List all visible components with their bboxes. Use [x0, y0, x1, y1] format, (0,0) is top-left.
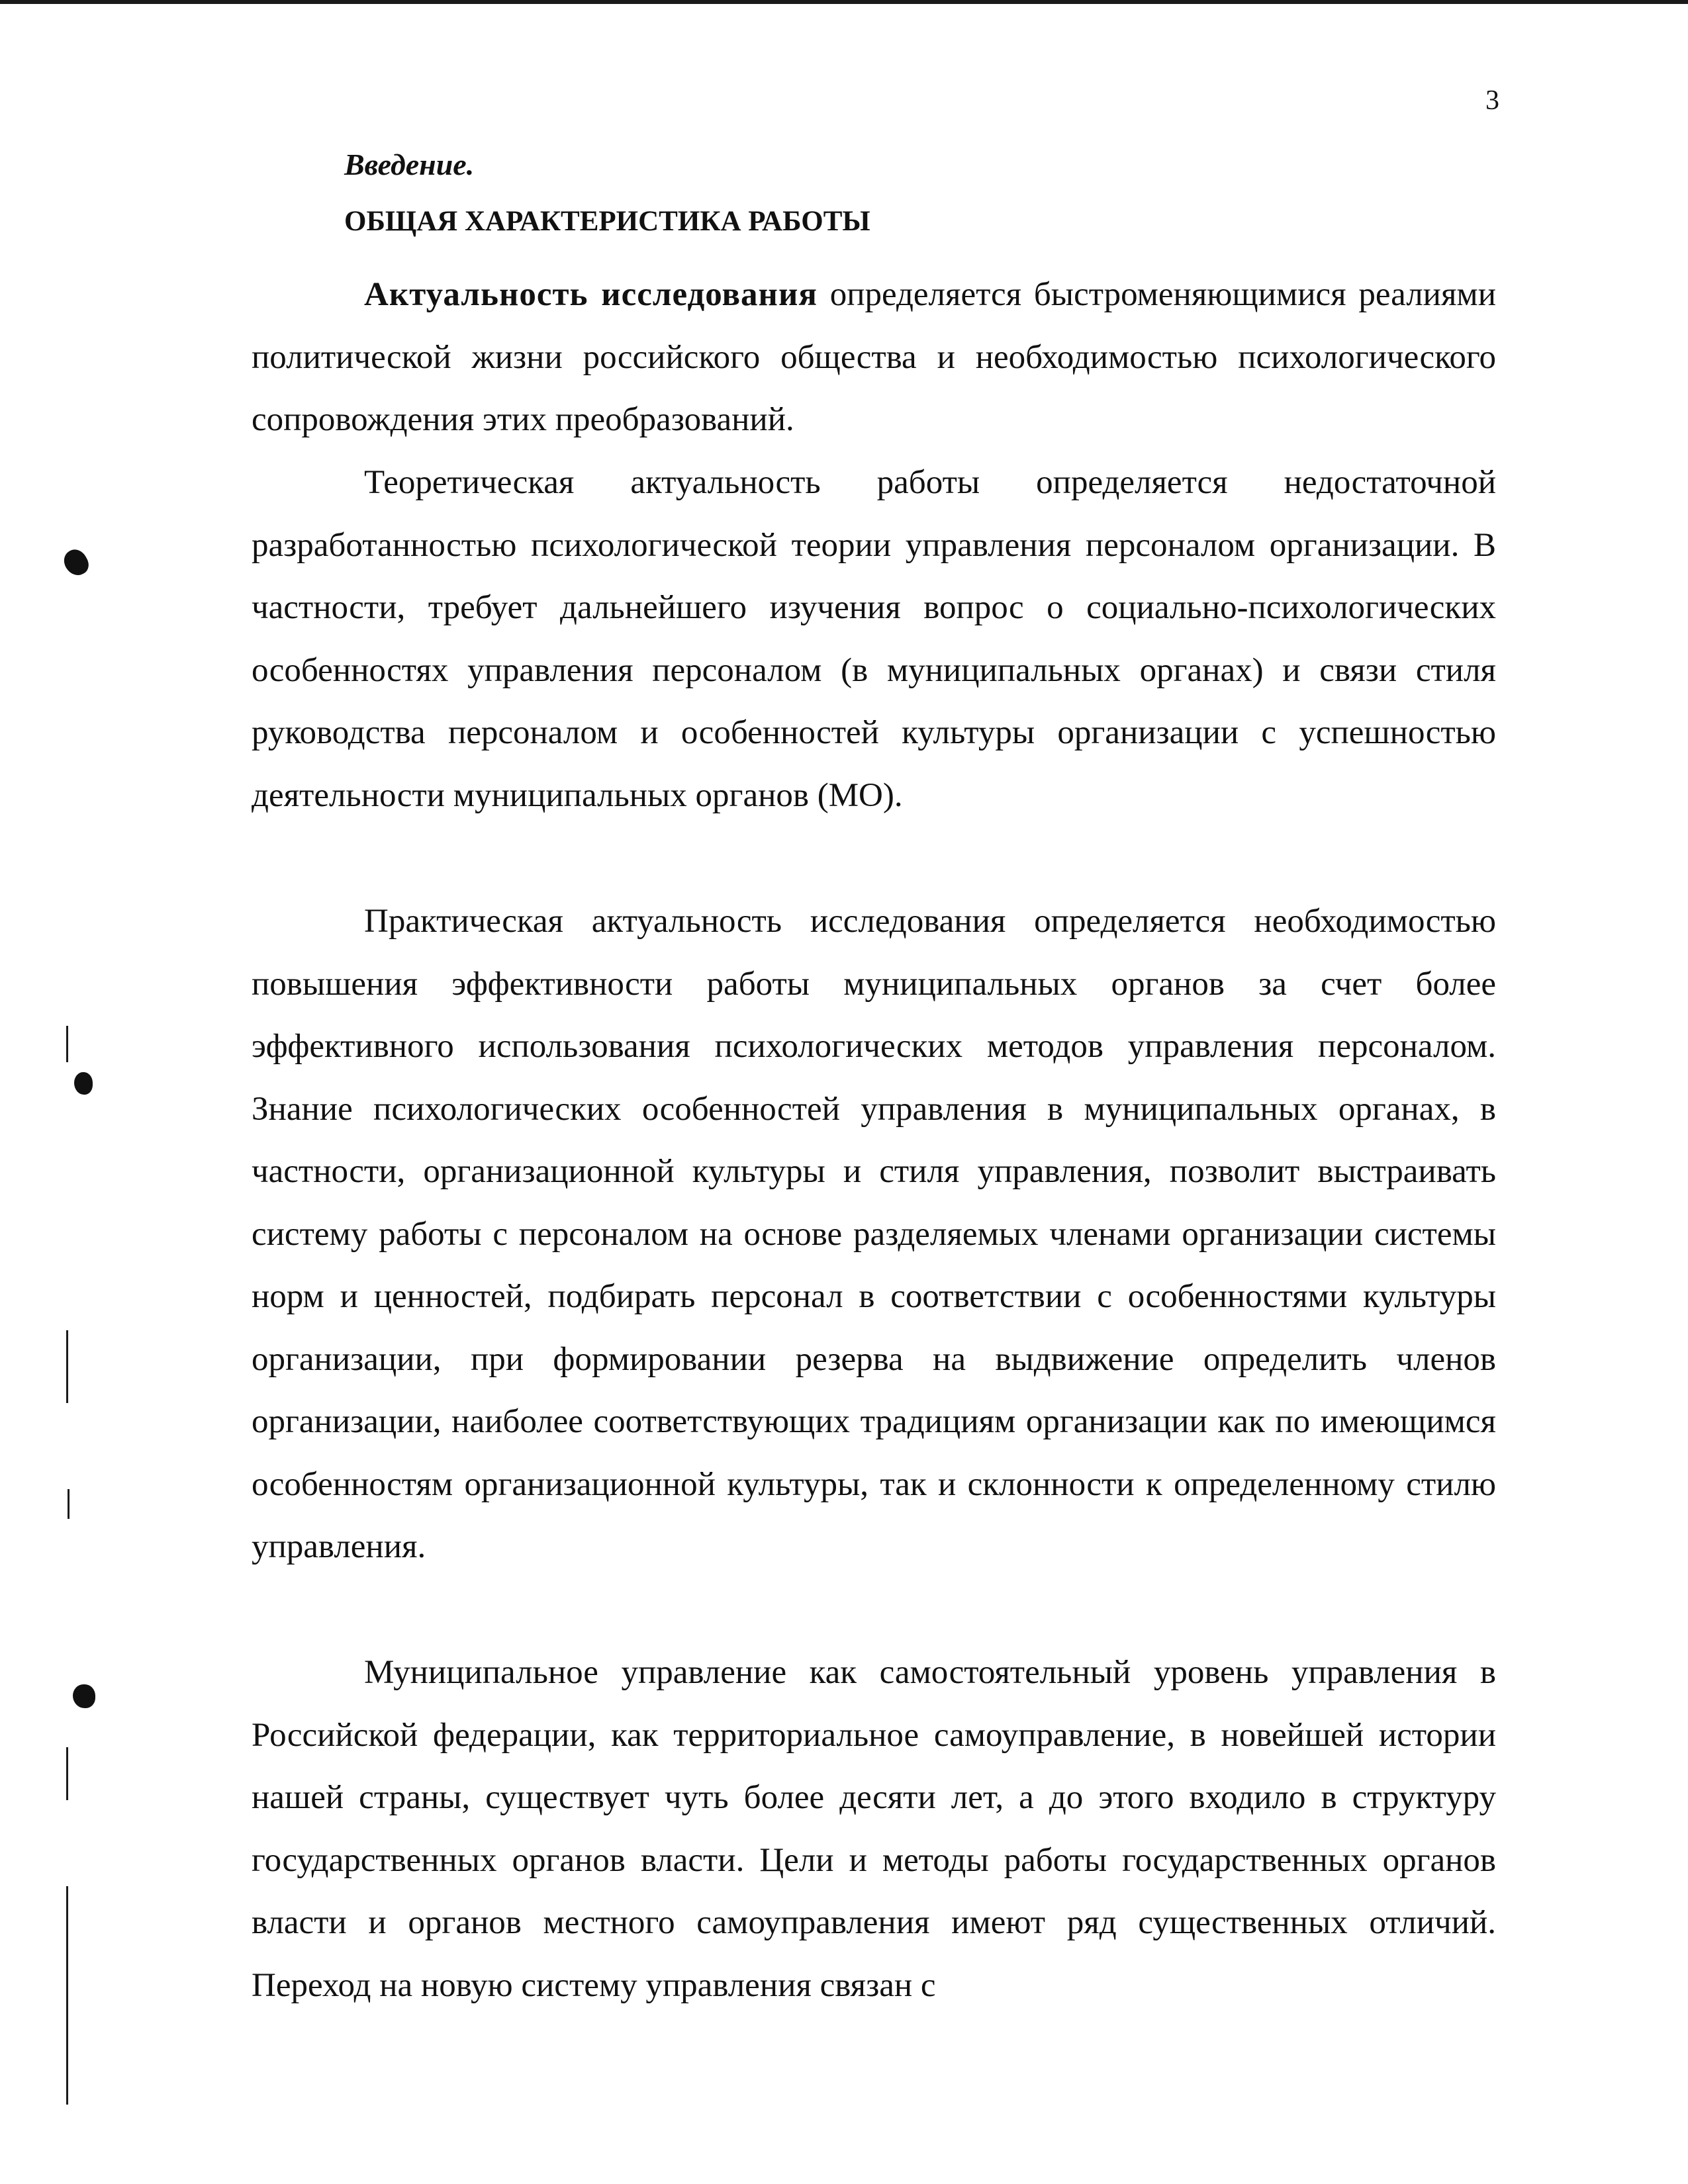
document-heading: ОБЩАЯ ХАРАКТЕРИСТИКА РАБОТЫ — [344, 206, 870, 237]
paragraph-theoretical — [252, 451, 1496, 827]
section-title: Введение. — [344, 148, 475, 181]
paragraph-relevance — [252, 263, 1496, 451]
paragraph-practical — [252, 890, 1496, 1578]
scan-artifact-line — [66, 1747, 68, 1800]
paragraph-text: определяется быстроменяющимися реалиями политической жизни российского общества и необходимостью психологического сопровождения этих преобразований. — [252, 276, 1496, 438]
paragraph-text: Муниципальное управление как самостоятельный уровень управления в Российской федерации, как территориальное самоуправление, в новейшей истории нашей страны, существует чуть более десяти лет, а до этого входило в структуру государственных органов власти. Цели и методы работы государственных органов власти и органов местного самоуправления имеют ряд существенных отличий. Переход на новую систему управления связан с — [252, 1654, 1496, 2004]
scan-top-edge — [0, 0, 1688, 4]
scan-artifact-mark — [73, 1684, 95, 1708]
paragraph-lead: Актуальность исследования — [364, 276, 818, 313]
scan-artifact-line — [66, 1886, 68, 2105]
paragraph-municipal — [252, 1641, 1496, 2017]
scan-artifact-mark — [60, 545, 92, 580]
scan-artifact-line — [66, 1026, 68, 1062]
scan-artifact-line — [66, 1330, 68, 1403]
scan-artifact-mark — [74, 1072, 93, 1095]
scan-artifact-line — [68, 1489, 70, 1519]
page-number: 3 — [1485, 85, 1499, 116]
paragraph-text: Практическая актуальность исследования определяется необходимостью повышения эффективности работы муниципальных органов за счет более эффективного использования психологических методов управления персоналом. Знание психологических особенностей управления в муниципальных органах, в частности, организационной культуры и стиля управления, позволит выстраивать систему работы с персоналом на основе разделяемых членами организации системы норм и ценностей, подбирать персонал в соответствии с особенностями культуры организации, при формировании резерва на выдвижение определить членов организации, наиболее соответствующих традициям организации как по имеющимся особенностям организационной культуры, так и склонности к определенному стилю управления. — [252, 903, 1496, 1565]
paragraph-text: Теоретическая актуальность работы определяется недостаточной разработанностью психологической теории управления персоналом организации. В частности, требует дальнейшего изучения вопрос о социально-психологических особенностях управления персоналом (в муниципальных органах) и связи стиля руководства персоналом и особенностей культуры организации с успешностью деятельности муниципальных органов (МО). — [252, 464, 1496, 814]
